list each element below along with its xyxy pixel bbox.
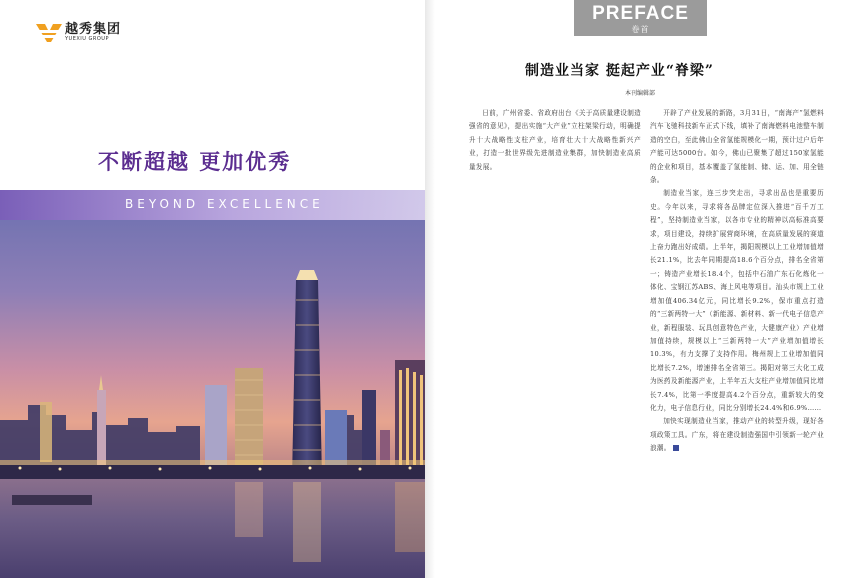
paragraph: 开辟了产业发展的新路，3月31日，“南海产”氢燃料汽车飞驰科技新车正式下线，填补了南海燃料电池整车制造的空白，至此佛山全省氢能规模化一期，预计过户后年产能可达5000台。如今，佛山已聚集了超过150家氢能的企业和项目，基本覆盖了氢能制、储、运、加、用全链条。 xyxy=(650,109,824,185)
right-page xyxy=(435,0,850,578)
paragraph: 制造业当家，连三步突走出，寻求出品也是重要历史。今年以来，寻求将各品牌定位深入推进“百千万工程”，坚持制造业当家，以各市专业的精神以高标准高要求，项目建设，持续扩展营商环境，在高质量发展的赛道上奋力跑出好成绩。上半年，揭阳规模以上工业增加值增长21.1%，比去年同期提高18.6个百分点，排名全省第一；铸造产业增长18.4个，包括中石油广东石化炼化一体化、宝钢江苏ABS、海上风电等项目。汕头市规上工业增加值406.34亿元，同比增长9.2%，保市重点打造的“三新两特一大”（新能源、新材料、新一代电子信息产业，新程服装、玩具创意特色产业，大健康产业）产业增加值持续，规模以上“三新两特一大”产业增加值增长10.3%，有力支撑了支持作用。梅州规上工业增加值同比增长7.2%，增速排名全省第三。揭阳对第三大化工成为医药及新能源产业，上半年五大支柱产业增加值同比增长7.4%，比第一季度提高4.2个百分点，重新较大的变化力，电子信息行业，同比分别增长24.4%和6.9%…… xyxy=(650,189,824,412)
city-skyline-photo xyxy=(0,190,425,578)
preface-label-cn: 卷首 xyxy=(631,25,650,34)
banner-text: BEYOND EXCELLENCE xyxy=(125,197,324,211)
article-column-left xyxy=(469,107,641,174)
yuexiu-logo-icon xyxy=(36,22,62,44)
brand-name-cn: 越秀集团 xyxy=(65,22,122,37)
article-author: 本刊编辑部 xyxy=(625,90,656,97)
preface-section-label xyxy=(574,0,707,36)
article-column-right xyxy=(650,107,824,456)
paragraph-text: 加快实现制造业当家，推动产业的转型升级，现好各项政策工具。广东，将在建设制造强国中引领新一轮产业浪潮。 xyxy=(650,417,824,453)
beyond-excellence-banner xyxy=(0,190,425,220)
preface-label-en: PREFACE xyxy=(592,3,689,24)
end-mark-icon xyxy=(673,445,679,451)
page-gutter xyxy=(425,0,435,578)
paragraph: 日前，广州省委、省政府出台《关于高质量建设制造强省的意见》，提出实施“大产业”立柱架梁行动，明确提升十大战略性支柱产业，培育壮大十大战略性新兴产业，打造一批世界级先进制造业集群，加快制造业高质量发展。 xyxy=(469,109,641,171)
article-title: 制造业当家 挺起产业“脊梁” xyxy=(525,63,714,79)
slogan: 不断超越 更加优秀 xyxy=(98,150,292,174)
paragraph-last xyxy=(650,415,824,455)
brand-logo xyxy=(36,22,121,44)
brand-name-en: YUEXIU GROUP xyxy=(65,36,109,42)
